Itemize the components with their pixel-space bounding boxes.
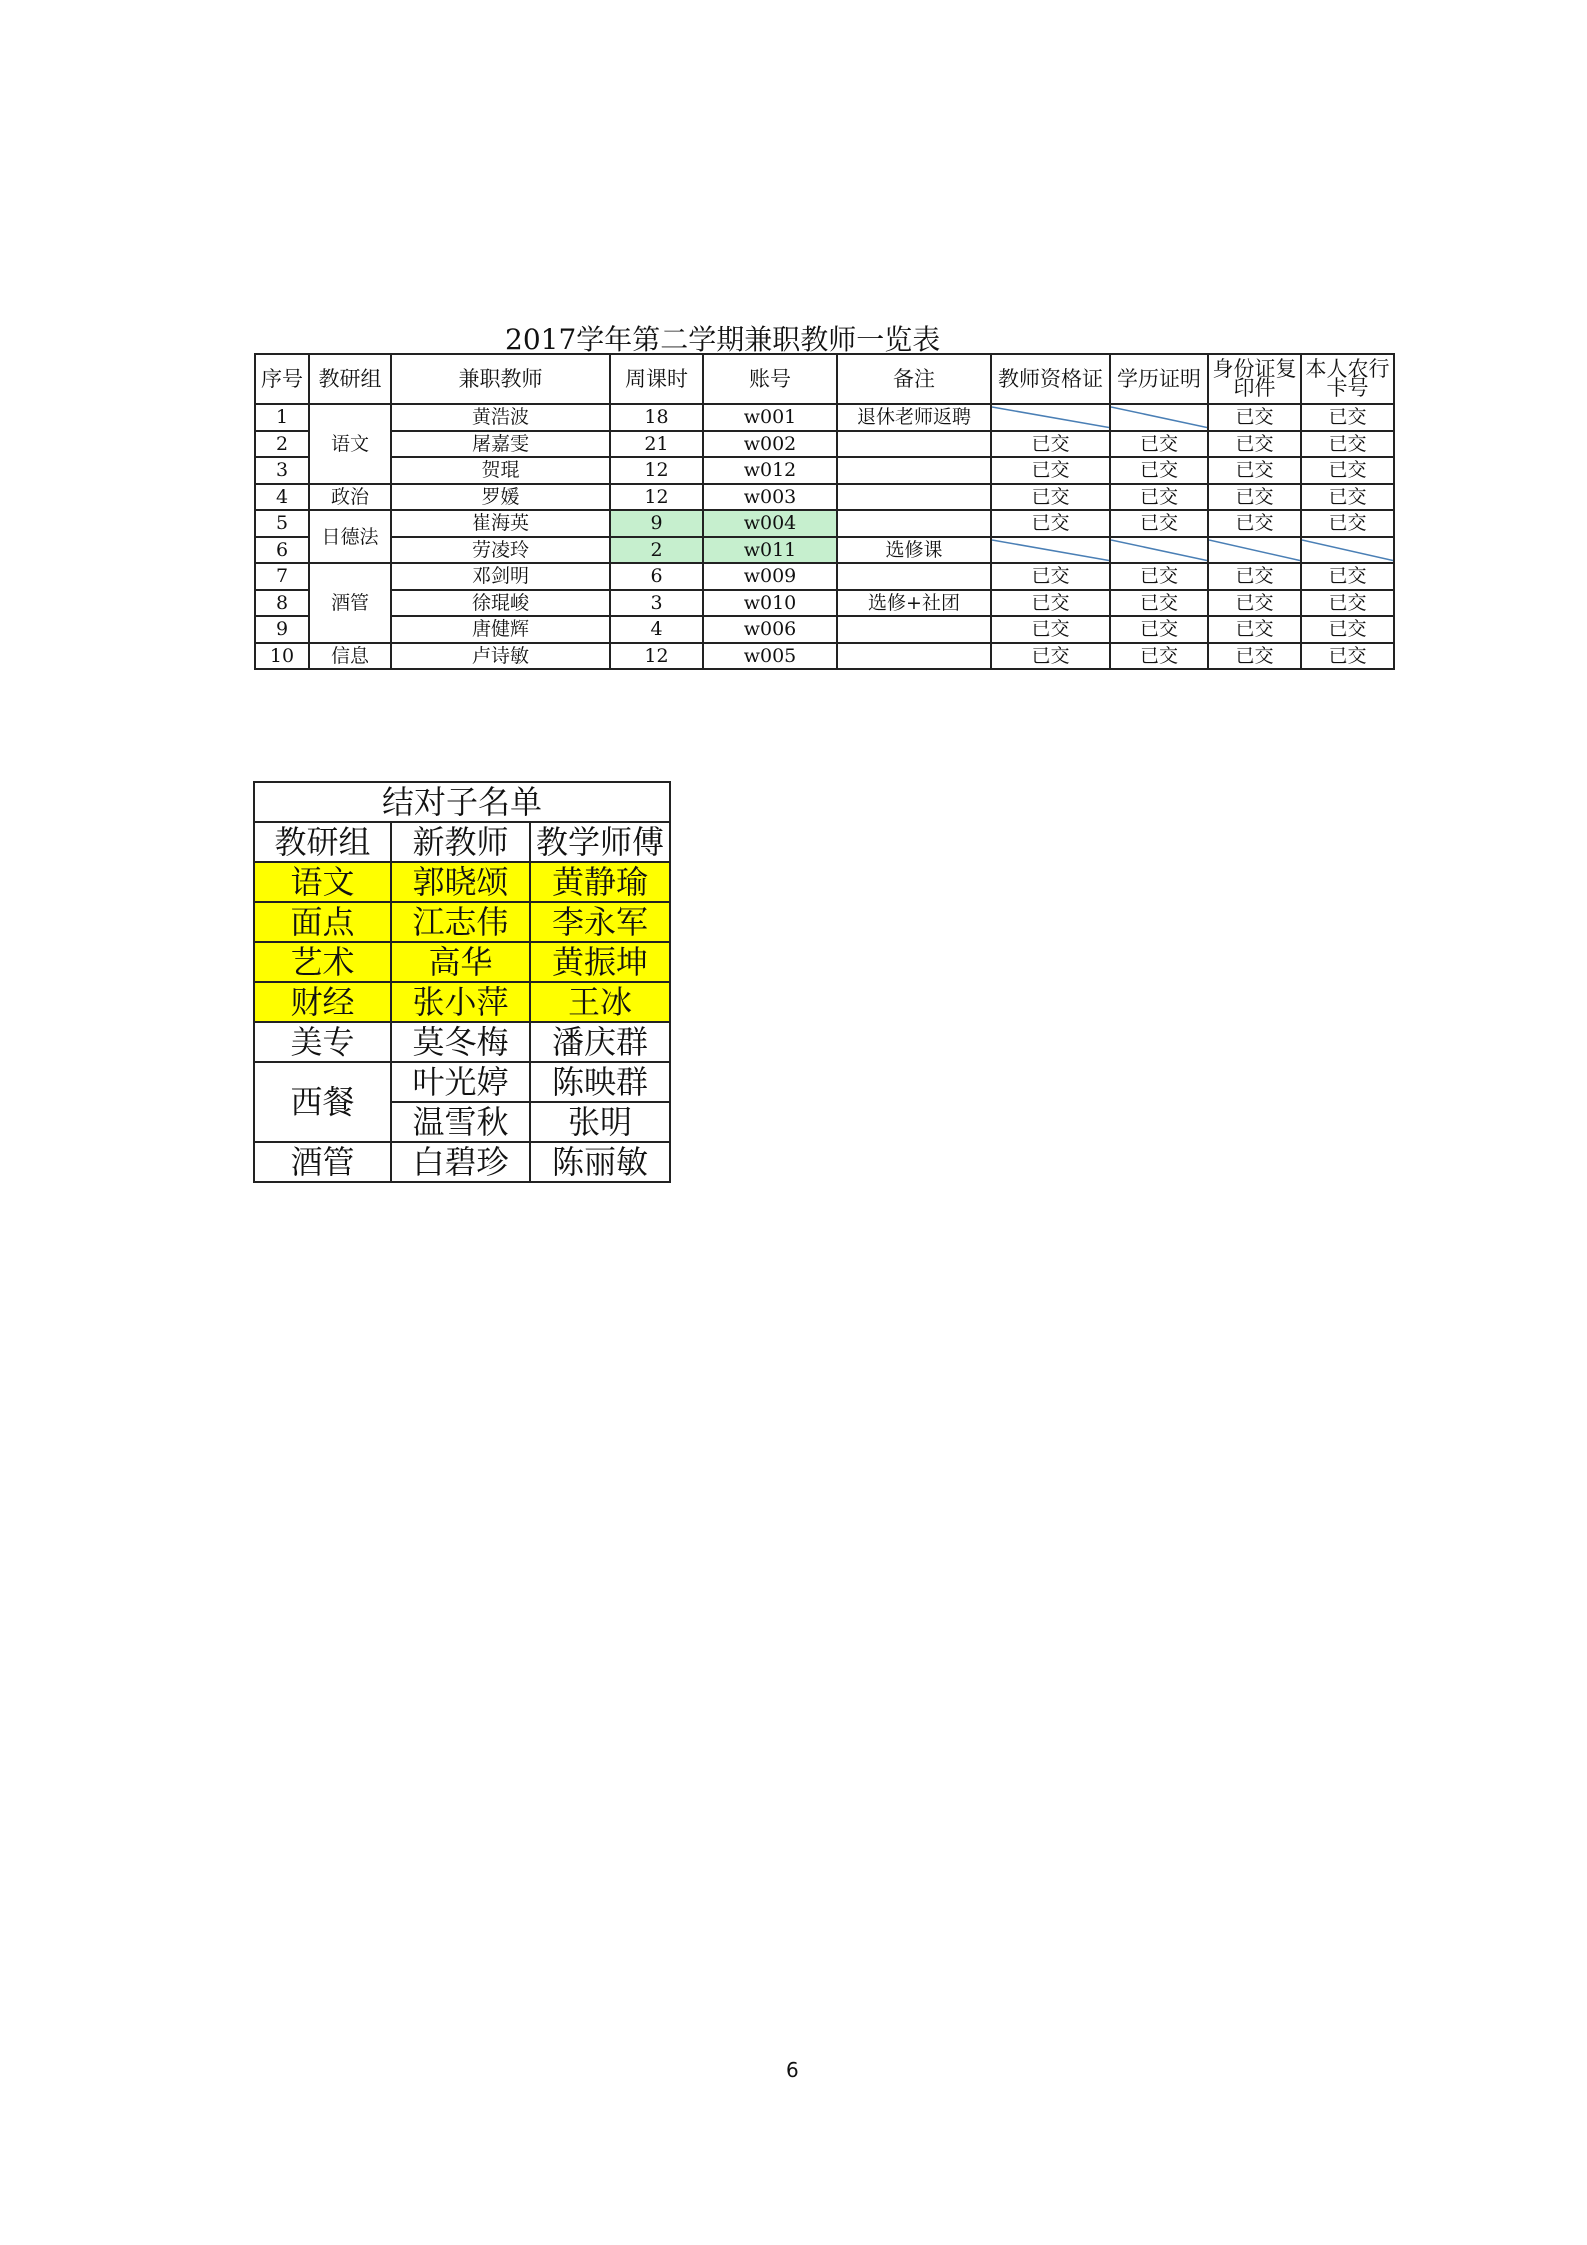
cell-teacher: 崔海英 xyxy=(391,510,610,537)
cell-no: 10 xyxy=(255,643,309,670)
cell-idcopy: 已交 xyxy=(1208,590,1301,617)
cell-bank: 已交 xyxy=(1301,457,1394,484)
table-row xyxy=(255,563,1394,590)
table-row xyxy=(255,510,1394,537)
table-row xyxy=(255,431,1394,458)
cell-no: 9 xyxy=(255,616,309,643)
mentor-pairing-table xyxy=(253,781,671,1183)
table-row xyxy=(255,616,1394,643)
cell-no: 4 xyxy=(255,484,309,511)
cell-mentor: 李永军 xyxy=(530,902,670,942)
cell-bank: 已交 xyxy=(1301,563,1394,590)
cell-edu: 已交 xyxy=(1110,484,1208,511)
cell-group: 面点 xyxy=(254,902,391,942)
cell-edu: 已交 xyxy=(1110,431,1208,458)
cell-no: 8 xyxy=(255,590,309,617)
cell-cert: 已交 xyxy=(991,431,1110,458)
cell-group: 信息 xyxy=(309,643,391,670)
table-row xyxy=(255,590,1394,617)
cell-teacher: 唐健辉 xyxy=(391,616,610,643)
cell-note xyxy=(837,457,991,484)
cell-note xyxy=(837,643,991,670)
diagonal-slash xyxy=(992,538,1109,563)
header-no: 序号 xyxy=(255,354,309,404)
table2-header-row xyxy=(254,822,670,862)
cell-note xyxy=(837,510,991,537)
cell-account: w005 xyxy=(703,643,837,670)
cell-no: 3 xyxy=(255,457,309,484)
cell-hours: 12 xyxy=(610,457,703,484)
cell-mentor: 陈丽敏 xyxy=(530,1142,670,1182)
cell-group: 财经 xyxy=(254,982,391,1022)
cell-account: w012 xyxy=(703,457,837,484)
table1-title: 2017学年第二学期兼职教师一览表 xyxy=(505,323,941,356)
cell-edu: 已交 xyxy=(1110,616,1208,643)
header-new-teacher: 新教师 xyxy=(391,822,530,862)
part-time-teacher-table xyxy=(254,353,1395,670)
cell-cert xyxy=(991,537,1110,564)
cell-teacher: 劳凌玲 xyxy=(391,537,610,564)
cell-group: 日德法 xyxy=(309,510,391,563)
cell-group: 政治 xyxy=(309,484,391,511)
cell-no: 1 xyxy=(255,404,309,431)
cell-edu: 已交 xyxy=(1110,563,1208,590)
table-row xyxy=(254,1022,670,1062)
cell-note: 选修+社团 xyxy=(837,590,991,617)
cell-hours: 3 xyxy=(610,590,703,617)
cell-hours: 21 xyxy=(610,431,703,458)
cell-teacher: 邓剑明 xyxy=(391,563,610,590)
cell-idcopy: 已交 xyxy=(1208,563,1301,590)
cell-idcopy: 已交 xyxy=(1208,431,1301,458)
cell-group: 酒管 xyxy=(254,1142,391,1182)
cell-group: 美专 xyxy=(254,1022,391,1062)
header-account: 账号 xyxy=(703,354,837,404)
cell-account: w006 xyxy=(703,616,837,643)
cell-edu: 已交 xyxy=(1110,510,1208,537)
table-row xyxy=(255,643,1394,670)
table-row xyxy=(254,1062,670,1102)
cell-bank: 已交 xyxy=(1301,510,1394,537)
cell-no: 5 xyxy=(255,510,309,537)
cell-account: w011 xyxy=(703,537,837,564)
cell-bank: 已交 xyxy=(1301,431,1394,458)
header-bank: 本人农行卡号 xyxy=(1301,354,1394,404)
cell-edu xyxy=(1110,537,1208,564)
cell-teacher: 徐琨峻 xyxy=(391,590,610,617)
header-teacher: 兼职教师 xyxy=(391,354,610,404)
cell-hours: 12 xyxy=(610,643,703,670)
cell-teacher: 黄浩波 xyxy=(391,404,610,431)
cell-cert: 已交 xyxy=(991,510,1110,537)
cell-new-teacher: 郭晓颂 xyxy=(391,862,530,902)
cell-bank: 已交 xyxy=(1301,643,1394,670)
header-hours: 周课时 xyxy=(610,354,703,404)
table-row xyxy=(254,902,670,942)
cell-account: w004 xyxy=(703,510,837,537)
cell-group: 酒管 xyxy=(309,563,391,643)
cell-account: w002 xyxy=(703,431,837,458)
cell-bank xyxy=(1301,537,1394,564)
table2-title: 结对子名单 xyxy=(254,782,670,822)
cell-note xyxy=(837,431,991,458)
page-number: 6 xyxy=(786,2058,799,2082)
header-edu: 学历证明 xyxy=(1110,354,1208,404)
cell-note xyxy=(837,484,991,511)
table-row xyxy=(255,484,1394,511)
cell-idcopy: 已交 xyxy=(1208,510,1301,537)
header-idcopy: 身份证复印件 xyxy=(1208,354,1301,404)
cell-hours: 12 xyxy=(610,484,703,511)
cell-new-teacher: 高华 xyxy=(391,942,530,982)
cell-idcopy xyxy=(1208,537,1301,564)
cell-no: 6 xyxy=(255,537,309,564)
cell-account: w001 xyxy=(703,404,837,431)
table-row xyxy=(254,862,670,902)
cell-group: 艺术 xyxy=(254,942,391,982)
cell-hours: 2 xyxy=(610,537,703,564)
header-mentor: 教学师傅 xyxy=(530,822,670,862)
cell-idcopy: 已交 xyxy=(1208,457,1301,484)
cell-note: 退休老师返聘 xyxy=(837,404,991,431)
cell-mentor: 陈映群 xyxy=(530,1062,670,1102)
cell-hours: 18 xyxy=(610,404,703,431)
cell-cert: 已交 xyxy=(991,590,1110,617)
cell-account: w003 xyxy=(703,484,837,511)
cell-cert: 已交 xyxy=(991,643,1110,670)
header-group: 教研组 xyxy=(309,354,391,404)
diagonal-slash xyxy=(992,405,1109,430)
cell-bank: 已交 xyxy=(1301,404,1394,431)
header-note: 备注 xyxy=(837,354,991,404)
cell-note: 选修课 xyxy=(837,537,991,564)
cell-bank: 已交 xyxy=(1301,484,1394,511)
cell-group: 西餐 xyxy=(254,1062,391,1142)
table-row xyxy=(255,457,1394,484)
table-row xyxy=(255,537,1394,564)
cell-mentor: 黄振坤 xyxy=(530,942,670,982)
cell-idcopy: 已交 xyxy=(1208,404,1301,431)
header-group: 教研组 xyxy=(254,822,391,862)
diagonal-slash xyxy=(1302,538,1393,563)
cell-account: w010 xyxy=(703,590,837,617)
diagonal-slash xyxy=(1111,538,1207,563)
cell-mentor: 潘庆群 xyxy=(530,1022,670,1062)
diagonal-slash xyxy=(1111,405,1207,430)
cell-new-teacher: 莫冬梅 xyxy=(391,1022,530,1062)
cell-new-teacher: 温雪秋 xyxy=(391,1102,530,1142)
cell-cert xyxy=(991,404,1110,431)
cell-cert: 已交 xyxy=(991,563,1110,590)
cell-hours: 9 xyxy=(610,510,703,537)
cell-hours: 4 xyxy=(610,616,703,643)
cell-cert: 已交 xyxy=(991,616,1110,643)
cell-teacher: 屠嘉雯 xyxy=(391,431,610,458)
cell-account: w009 xyxy=(703,563,837,590)
cell-hours: 6 xyxy=(610,563,703,590)
cell-mentor: 张明 xyxy=(530,1102,670,1142)
cell-edu xyxy=(1110,404,1208,431)
cell-new-teacher: 张小萍 xyxy=(391,982,530,1022)
cell-mentor: 王冰 xyxy=(530,982,670,1022)
cell-new-teacher: 叶光婷 xyxy=(391,1062,530,1102)
cell-idcopy: 已交 xyxy=(1208,616,1301,643)
cell-no: 2 xyxy=(255,431,309,458)
cell-cert: 已交 xyxy=(991,457,1110,484)
cell-cert: 已交 xyxy=(991,484,1110,511)
cell-bank: 已交 xyxy=(1301,590,1394,617)
cell-mentor: 黄静瑜 xyxy=(530,862,670,902)
cell-teacher: 贺琨 xyxy=(391,457,610,484)
header-cert: 教师资格证 xyxy=(991,354,1110,404)
cell-idcopy: 已交 xyxy=(1208,484,1301,511)
table1-header-row xyxy=(255,354,1394,404)
table-row xyxy=(254,982,670,1022)
cell-bank: 已交 xyxy=(1301,616,1394,643)
table-row xyxy=(255,404,1394,431)
table2-title-row xyxy=(254,782,670,822)
cell-note xyxy=(837,563,991,590)
cell-new-teacher: 白碧珍 xyxy=(391,1142,530,1182)
cell-group: 语文 xyxy=(309,404,391,484)
cell-idcopy: 已交 xyxy=(1208,643,1301,670)
cell-new-teacher: 江志伟 xyxy=(391,902,530,942)
cell-teacher: 卢诗敏 xyxy=(391,643,610,670)
cell-note xyxy=(837,616,991,643)
cell-edu: 已交 xyxy=(1110,590,1208,617)
diagonal-slash xyxy=(1209,538,1300,563)
cell-edu: 已交 xyxy=(1110,457,1208,484)
cell-no: 7 xyxy=(255,563,309,590)
table-row xyxy=(254,1142,670,1182)
cell-edu: 已交 xyxy=(1110,643,1208,670)
cell-teacher: 罗媛 xyxy=(391,484,610,511)
table-row xyxy=(254,942,670,982)
cell-group: 语文 xyxy=(254,862,391,902)
